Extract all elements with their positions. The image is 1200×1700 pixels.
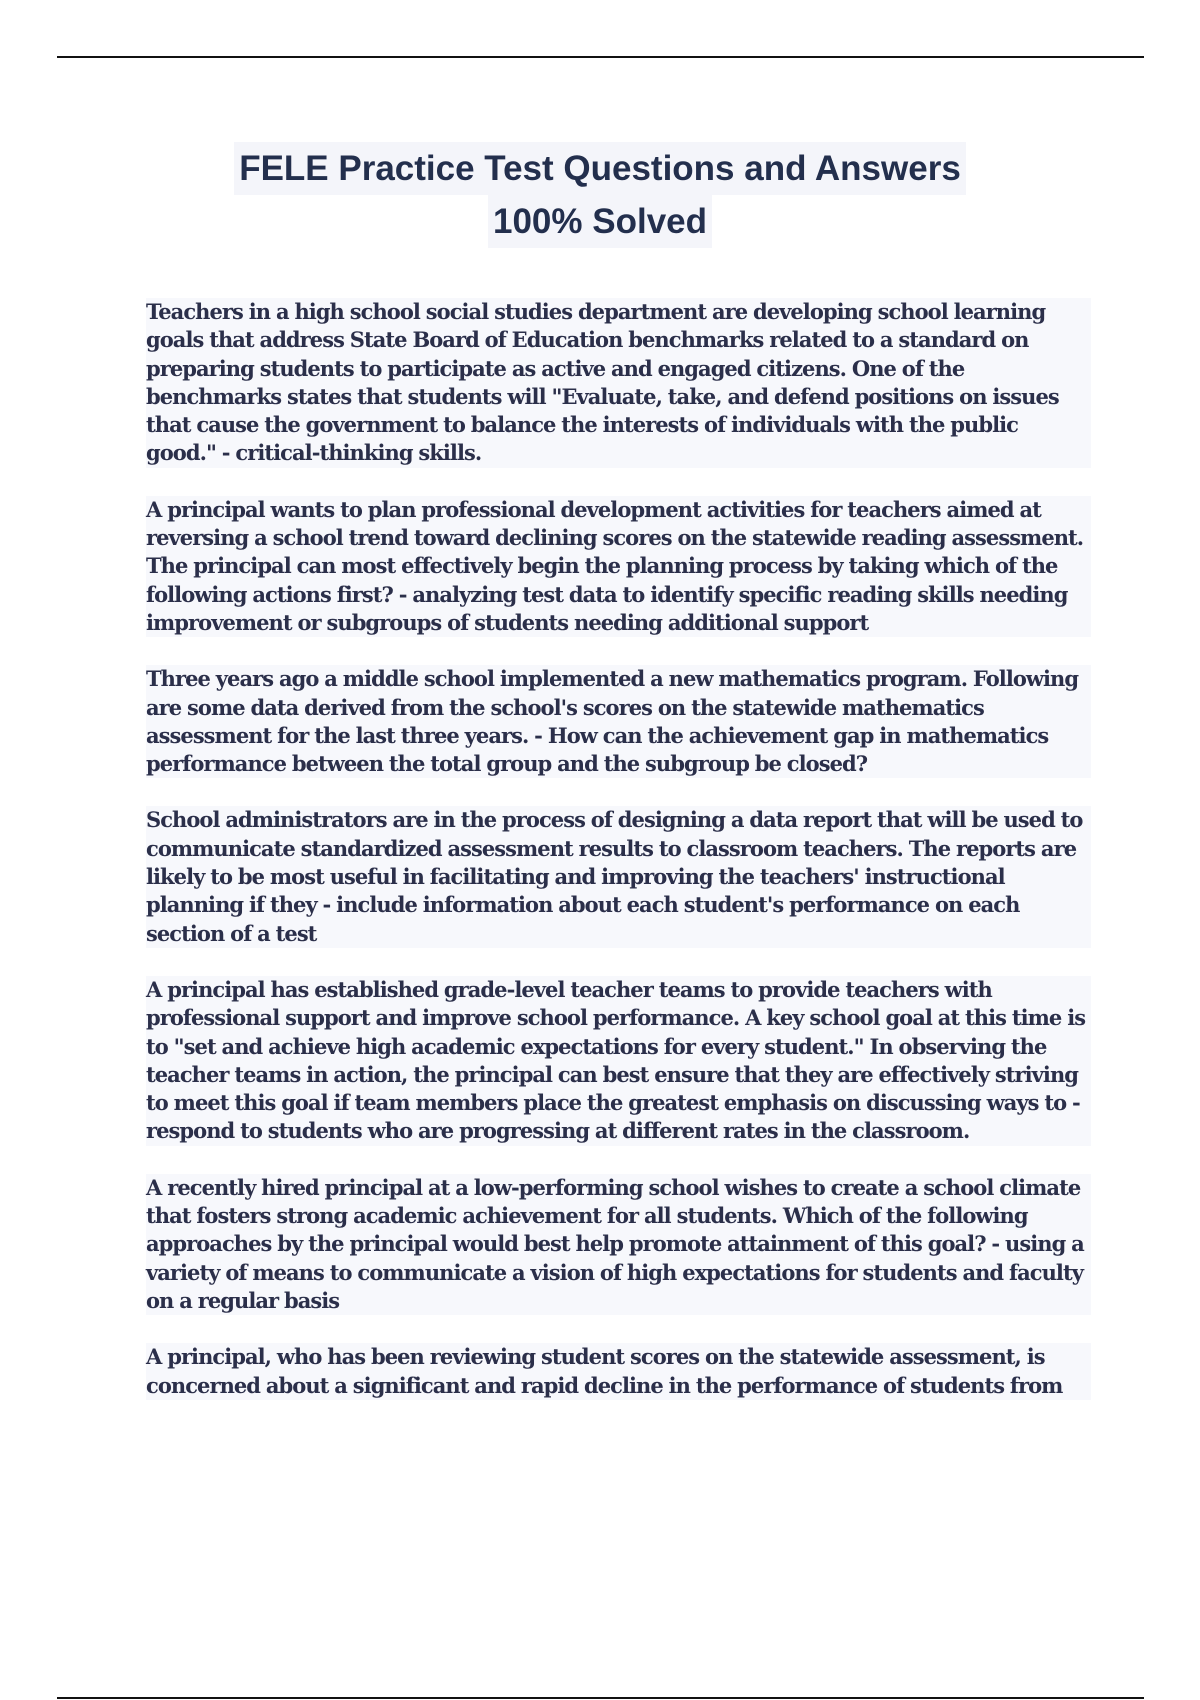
- qa-entry: A recently hired principal at a low-performing school wishes to create a school climate that fosters strong academic achievement for all students. Which of the following approaches by the principal would best help promote attainment of this goal? - using a variety of means to communicate a vision of high expectations for students and faculty on a regular basis: [146, 1174, 1091, 1315]
- top-rule: [57, 56, 1144, 58]
- title-line-2: 100% Solved: [488, 195, 712, 248]
- qa-entry: A principal wants to plan professional development activities for teachers aimed at reversing a school trend toward declining scores on the statewide reading assessment. The principal can most effectively begin the planning process by taking which of the following actions first? - analyzing test data to identify specific reading skills needing improvement or subgroups of students needing additional support: [146, 496, 1091, 637]
- qa-entry: Teachers in a high school social studies department are developing school learning goals that address State Board of Education benchmarks related to a standard on preparing students to participate as active and engaged citizens. One of the benchmarks states that students will "Evaluate, take, and defend positions on issues that cause the government to balance the interests of individuals with the public good." - critical-thinking skills.: [146, 298, 1091, 468]
- qa-list: [146, 298, 1091, 1428]
- qa-entry: A principal has established grade-level teacher teams to provide teachers with professional support and improve school performance. A key school goal at this time is to "set and achieve high academic expectations for every student." In observing the teacher teams in action, the principal can best ensure that they are effectively striving to meet this goal if team members place the greatest emphasis on discussing ways to - respond to students who are progressing at different rates in the classroom.: [146, 976, 1091, 1146]
- qa-entry: Three years ago a middle school implemented a new mathematics program. Following are some data derived from the school's scores on the statewide mathematics assessment for the last three years. - How can the achievement gap in mathematics performance between the total group and the subgroup be closed?: [146, 665, 1091, 778]
- qa-entry: School administrators are in the process of designing a data report that will be used to communicate standardized assessment results to classroom teachers. The reports are likely to be most useful in facilitating and improving the teachers' instructional planning if they - include information about each student's performance on each section of a test: [146, 806, 1091, 947]
- qa-entry: A principal, who has been reviewing student scores on the statewide assessment, is concerned about a significant and rapid decline in the performance of students from: [146, 1343, 1091, 1400]
- document-title: [100, 142, 1100, 248]
- title-line-1: FELE Practice Test Questions and Answers: [234, 142, 966, 195]
- bottom-rule: [57, 1697, 1144, 1699]
